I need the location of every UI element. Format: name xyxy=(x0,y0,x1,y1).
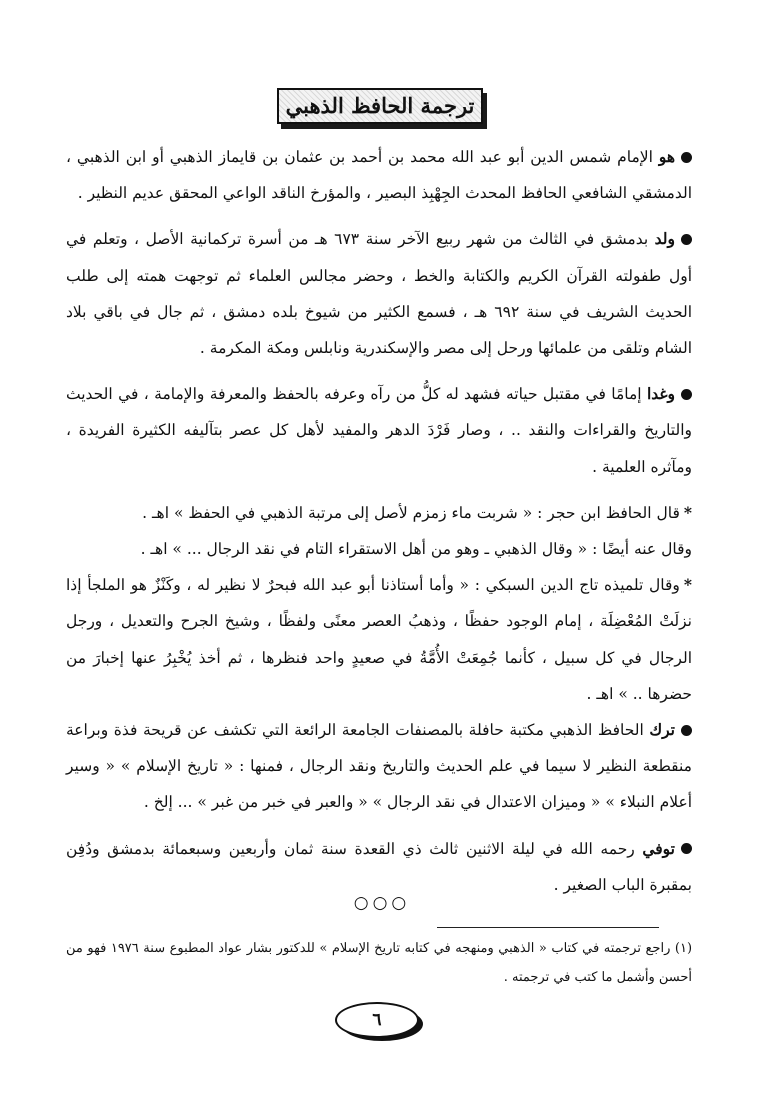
paragraph-birth xyxy=(66,221,692,366)
asterisk-icon: * xyxy=(683,502,692,522)
page-number: ٦ xyxy=(335,1002,419,1038)
quote-ibn-hajar xyxy=(66,495,692,531)
quote-text: وقال عنه أيضًا : « وقال الذهبي ـ وهو من أهل الاستقراء التام في نقد الرجال ... » اهـ . xyxy=(140,540,692,559)
section-separator: ○○○ xyxy=(353,893,411,913)
quote-subki xyxy=(66,567,692,712)
quote-ibn-hajar-2 xyxy=(66,531,692,567)
footnote xyxy=(66,934,692,992)
paragraph-works xyxy=(66,712,692,821)
footnote-text: (١) راجع ترجمته في كتاب « الذهبي ومنهجه في كتابه تاريخ الإسلام » للدكتور بشار عواد المطبوع سنة ١٩٧٦ فهو من أحسن وأشمل ما كتب في ترجمته . xyxy=(66,941,693,985)
bullet-icon xyxy=(681,234,692,245)
quote-text: قال الحافظ ابن حجر : « شربت ماء زمزم لأصل إلى مرتبة الذهبي في الحفظ » اهـ . xyxy=(142,503,680,522)
bullet-icon xyxy=(681,843,692,854)
paragraph-lead: وغدا xyxy=(646,384,675,404)
biography-body xyxy=(66,139,692,903)
paragraph-text: الحافظ الذهبي مكتبة حافلة بالمصنفات الجامعة الرائعة التي تكشف عن قريحة فذة وبراعة منقطعة النظير لا سيما في علم الحديث والتاريخ ونقد الرجال ، فمنها : « تاريخ الإسلام » « وسير أعلام النبلاء » « وميزان الاعتدال في نقد الرجال » « والعبر في خبر من غبر » ... إلخ . xyxy=(66,721,692,812)
paragraph-scholarship xyxy=(66,376,692,485)
quote-text: وقال تلميذه تاج الدين السبكي : « وأما أستاذنا أبو عبد الله فبحرٌ لا نظير له ، وكَنْزٌ هو الملجأ إذا نزلَتْ المُعْضِلَة ، إمام الوجود حفظًا ، وذهبُ العصر معنًى ولفظًا ، وشيخ الجرح والتعديل ، ورجل الرجال في كل سبيل ، كأنما جُمِعَتْ الأُمَّةُ في صعيدٍ واحد فنظرها ، ثم أخذ يُخْبِرُ عنها إخبارَ من حضرها .. » اهـ . xyxy=(66,576,692,703)
chapter-title: ترجمة الحافظ الذهبي xyxy=(277,88,483,124)
paragraph-identity xyxy=(66,139,692,211)
bullet-icon xyxy=(681,152,692,163)
paragraph-lead: ولد xyxy=(654,229,675,249)
paragraph-text: إمامًا في مقتبل حياته فشهد له كلُّ من رآه وعرفه بالحفظ والمعرفة والإمامة ، في الحديث والتاريخ والقراءات والنقد .. ، وصار فَرْدَ الدهر والمفيد لأهل كل عصر بتآليفه الكثيرة الفريدة ، ومآثره العلمية . xyxy=(66,385,692,476)
paragraph-lead: هو xyxy=(658,147,675,166)
paragraph-text: بدمشق في الثالث من شهر ربيع الآخر سنة ٦٧٣ هـ من أسرة تركمانية الأصل ، وتعلم في أول طفولته القرآن الكريم والكتابة والخط ، وحضر مجالس العلماء ثم توجهت همته إلى طلب الحديث الشريف في سنة ٦٩٢ هـ ، فسمع الكثير من شيوخ بلده دمشق ، ثم جال في باقي بلاد الشام وتلقى من علمائها ورحل إلى مصر والإسكندرية ونابلس ومكة المكرمة . xyxy=(66,230,693,358)
paragraph-text: الإمام شمس الدين أبو عبد الله محمد بن أحمد بن عثمان بن قايماز الذهبي أو ابن الذهبي ، الدمشقي الشافعي الحافظ المحدث الجِهْبِذ البصير ، والمؤرخ الناقد الواعي المحقق عديم النظير . xyxy=(66,148,692,203)
asterisk-icon: * xyxy=(683,575,692,595)
footnote-rule xyxy=(437,927,659,928)
bullet-icon xyxy=(681,389,692,400)
chapter-title-frame xyxy=(277,88,489,130)
page-number-badge xyxy=(335,1002,435,1048)
bullet-icon xyxy=(681,725,692,736)
quotes-block xyxy=(66,495,692,712)
paragraph-text: رحمه الله في ليلة الاثنين ثالث ذي القعدة سنة ثمان وأربعين وسبعمائة بدمشق ودُفِن بمقبرة الباب الصغير . xyxy=(66,839,692,894)
paragraph-lead: توفي xyxy=(642,838,675,858)
paragraph-lead: ترك xyxy=(649,720,675,740)
